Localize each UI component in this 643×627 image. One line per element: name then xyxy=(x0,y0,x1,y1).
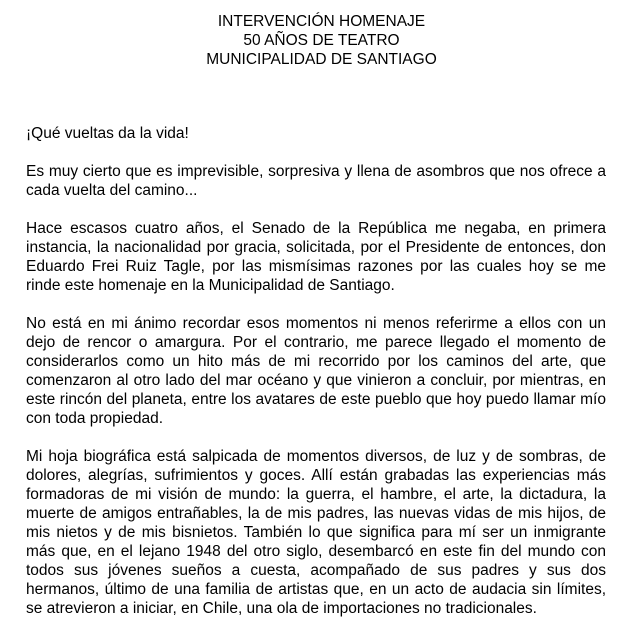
title-line-3: MUNICIPALIDAD DE SANTIAGO xyxy=(206,51,437,68)
title-line-1: INTERVENCIÓN HOMENAJE xyxy=(217,13,426,30)
title-line-2: 50 AÑOS DE TEATRO xyxy=(243,32,400,49)
paragraph-2: Es muy cierto que es imprevisible, sorpresiva y llena de asombros que nos ofrece a cada vuelta del camino... xyxy=(26,163,606,199)
paragraph-3: Hace escasos cuatro años, el Senado de la República me negaba, en primera instancia, la nacionalidad por gracia, solicitada, por el Presidente de entonces, don Eduardo Frei Ruiz Tagle, por las mismísimas razones por las cuales hoy se me rinde este homenaje en la Municipalidad de Santiago. xyxy=(26,220,606,294)
paragraph-opening: ¡Qué vueltas da la vida! xyxy=(26,125,189,142)
paragraph-4: No está en mi ánimo recordar esos momentos ni menos referirme a ellos con un dejo de rencor o amargura. Por el contrario, me parece llegado el momento de considerarlos como un hito más de mi recorrido por los caminos del arte, que comenzaron al otro lado del mar océano y que vinieron a concluir, por mientras, en este rincón del planeta, entre los avatares de este pueblo que hoy puedo llamar mío con toda propiedad. xyxy=(26,315,606,427)
document-title xyxy=(0,12,643,69)
paragraph-5: Mi hoja biográfica está salpicada de momentos diversos, de luz y de sombras, de dolores, alegrías, sufrimientos y goces. Allí están grabadas las experiencias más formadoras de mi visión de mundo: la guerra, el hambre, el arte, la dictadura, la muerte de amigos entrañables, la de mis padres, las nuevas vidas de mis hijos, de mis nietos y de mis bisnietos. También lo que significa para mí ser un inmigrante más que, en el lejano 1948 del otro siglo, desembarcó en este fin del mundo con todos sus jóvenes sueños a cuesta, acompañado de sus padres y sus dos hermanos, último de una familia de artistas que, en un acto de audacia sin límites, se atrevieron a iniciar, en Chile, una ola de importaciones no tradicionales. xyxy=(26,448,606,617)
document-body xyxy=(26,124,606,618)
